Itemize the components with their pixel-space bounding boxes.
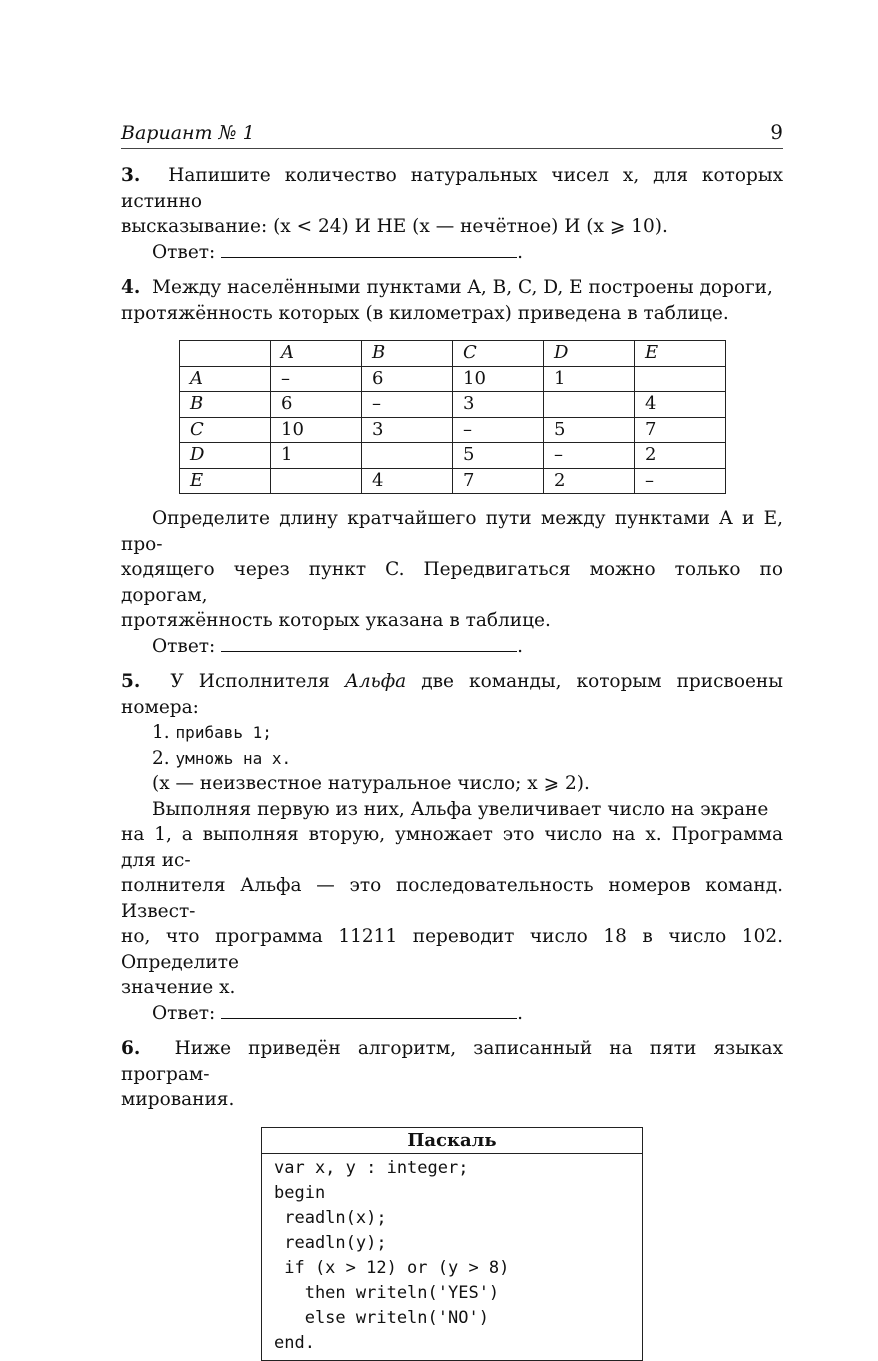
table-cell: 3 xyxy=(453,392,544,418)
table-cell xyxy=(271,468,362,494)
q3-answer: Ответ: . xyxy=(152,241,524,263)
table-cell: 6 xyxy=(362,366,453,392)
question-3 xyxy=(121,163,783,265)
distance-table xyxy=(179,340,726,494)
q5-intro: 5. У Исполнителя Альфа две команды, которым присвоены номера: xyxy=(121,671,783,718)
table-row xyxy=(180,417,726,443)
table-label-cell: D xyxy=(544,341,635,367)
table-cell: 2 xyxy=(544,468,635,494)
q5-command-2: 2. умножь на x. xyxy=(152,747,292,769)
question-5 xyxy=(121,669,783,1026)
table-row xyxy=(180,468,726,494)
table-cell: 3 xyxy=(362,417,453,443)
q6-number: 6. xyxy=(121,1038,141,1059)
running-header xyxy=(121,118,783,149)
table-label-cell: A xyxy=(180,366,271,392)
q3-answer-blank[interactable] xyxy=(221,240,517,258)
q4-text-line1: 4. Между населёнными пунктами A, B, C, D, E построены дороги, xyxy=(121,277,773,298)
question-4 xyxy=(121,275,783,659)
table-cell: 7 xyxy=(453,468,544,494)
table-cell: 2 xyxy=(635,443,726,469)
table-cell: 5 xyxy=(453,443,544,469)
table-cell: 6 xyxy=(271,392,362,418)
q3-text-line2: высказывание: (x < 24) И НЕ (x — нечётное) И (x ⩾ 10). xyxy=(121,216,668,237)
table-label-cell xyxy=(180,341,271,367)
page xyxy=(121,118,783,1361)
table-label-cell: B xyxy=(180,392,271,418)
variant-title: Вариант № 1 xyxy=(121,122,255,144)
pascal-code: var x, y : integer; begin readln(x); readln(y); if (x > 12) or (y > 8) then writeln('YES') else writeln('NO') end. xyxy=(274,1157,510,1353)
q5-body-line4: но, что программа 11211 переводит число 18 в число 102. Определите xyxy=(121,926,783,973)
table-cell: – xyxy=(453,417,544,443)
page-number: 9 xyxy=(770,120,783,144)
q4-after-line3: протяжённость которых указана в таблице. xyxy=(121,610,551,631)
q4-text-line2: протяжённость которых (в километрах) приведена в таблице. xyxy=(121,302,729,324)
q3-number: 3. xyxy=(121,165,141,186)
q3-text-line1: 3. Напишите количество натуральных чисел x, для которых истинно xyxy=(121,165,783,212)
table-cell: 10 xyxy=(271,417,362,443)
q4-answer: Ответ: . xyxy=(152,635,524,657)
table-cell: 10 xyxy=(453,366,544,392)
question-6 xyxy=(121,1036,783,1361)
q5-note: (x — неизвестное натуральное число; x ⩾ 2). xyxy=(152,773,590,794)
q5-body-line5: значение x. xyxy=(121,977,236,998)
q5-body-line2: на 1, а выполняя вторую, умножает это число на x. Программа для ис- xyxy=(121,824,783,871)
q5-command-1: 1. прибавь 1; xyxy=(152,722,272,743)
table-cell xyxy=(362,443,453,469)
table-cell: – xyxy=(635,468,726,494)
table-header-row xyxy=(180,341,726,367)
table-label-cell: E xyxy=(180,468,271,494)
code-language-title: Паскаль xyxy=(262,1128,642,1154)
table-label-cell: C xyxy=(180,417,271,443)
table-cell: – xyxy=(362,392,453,418)
table-label-cell: B xyxy=(362,341,453,367)
q4-after-line2: ходящего через пункт C. Передвигаться можно только по дорогам, xyxy=(121,559,783,606)
table-cell: 1 xyxy=(271,443,362,469)
q5-body-line3: полнителя Альфа — это последовательность номеров команд. Извест- xyxy=(121,875,783,922)
table-cell: 4 xyxy=(362,468,453,494)
table-row xyxy=(180,443,726,469)
q5-answer: Ответ: . xyxy=(152,1002,524,1024)
q5-body-line1: Выполняя первую из них, Альфа увеличивает число на экране xyxy=(152,798,769,820)
table-cell xyxy=(635,366,726,392)
table-cell: 7 xyxy=(635,417,726,443)
table-row xyxy=(180,366,726,392)
table-label-cell: A xyxy=(271,341,362,367)
q4-answer-blank[interactable] xyxy=(221,634,517,652)
pascal-code-box xyxy=(261,1127,643,1361)
q6-text-line2: мирования. xyxy=(121,1089,235,1110)
table-cell: 4 xyxy=(635,392,726,418)
q4-number: 4. xyxy=(121,277,141,298)
table-label-cell: E xyxy=(635,341,726,367)
q5-number: 5. xyxy=(121,671,141,692)
table-row xyxy=(180,392,726,418)
table-cell: 1 xyxy=(544,366,635,392)
table-label-cell: D xyxy=(180,443,271,469)
table-label-cell: C xyxy=(453,341,544,367)
q5-answer-blank[interactable] xyxy=(221,1001,517,1019)
q6-text-line1: 6. Ниже приведён алгоритм, записанный на пяти языках програм- xyxy=(121,1038,783,1085)
table-cell: – xyxy=(544,443,635,469)
table-cell: – xyxy=(271,366,362,392)
q4-after-line1: Определите длину кратчайшего пути между пунктами A и E, про- xyxy=(121,508,783,555)
table-cell xyxy=(544,392,635,418)
table-cell: 5 xyxy=(544,417,635,443)
